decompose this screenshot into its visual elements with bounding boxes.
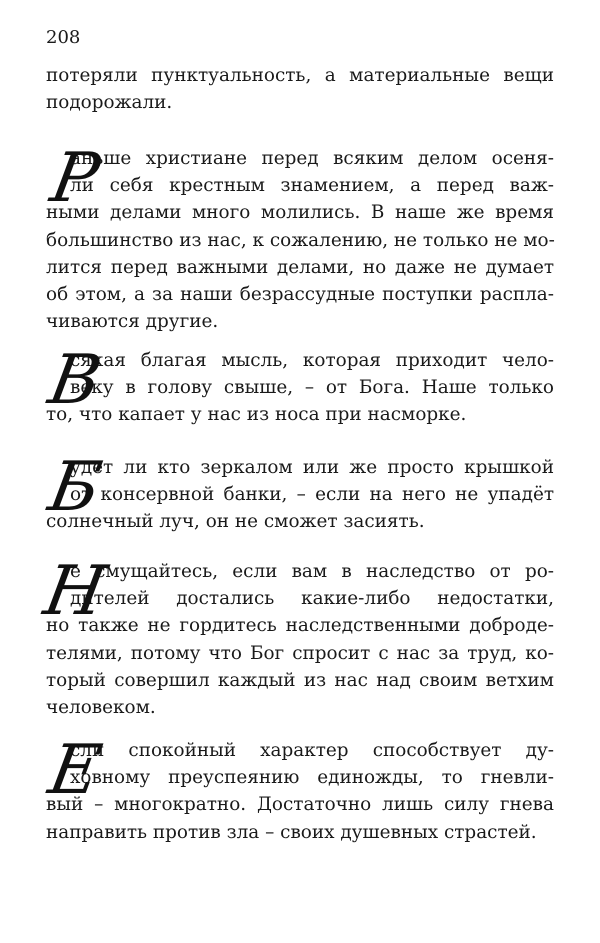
text-line: об этом, а за наши безрассудные поступки распла- [46, 284, 554, 306]
paragraph-2 [43, 341, 554, 429]
text-line: вый – многократно. Достаточно лишь силу гнева [46, 794, 554, 816]
text-line: человеком. [46, 697, 156, 719]
text-line: торый совершил каждый из нас над своим ветхим [46, 669, 554, 691]
text-line: солнечный луч, он не сможет засиять. [46, 511, 425, 533]
text-line: от консервной банки, – если на него не упадёт [70, 484, 554, 506]
paragraph-3 [43, 448, 554, 536]
text-line: чиваются другие. [46, 311, 219, 333]
text-line: дителей достались какие-либо недостатки, [70, 588, 554, 610]
text-line: сли спокойный характер способствует ду- [70, 740, 554, 761]
dropcap-letter: Б [43, 448, 108, 527]
text-line: подорожали. [46, 92, 173, 114]
paragraph-5 [43, 731, 554, 846]
text-line: телями, потому что Бог спросит с нас за труд, ко- [46, 642, 554, 664]
text-line: направить против зла – своих душевных страстей. [46, 821, 537, 843]
text-line: сякая благая мысль, которая приходит чело- [70, 350, 554, 371]
dropcap-letter: Р [45, 139, 105, 218]
text-line: потеряли пунктуальность, а материальные вещи [46, 65, 554, 86]
dropcap-letter: Е [43, 731, 107, 810]
text-line: ли себя крестным знамением, а перед важ- [70, 175, 554, 197]
page-number: 208 [46, 27, 81, 48]
text-line: удет ли кто зеркалом или же просто крышкой [70, 457, 554, 478]
intro-paragraph [46, 62, 554, 116]
text-line: веку в голову свыше, – от Бога. Наше только [70, 377, 554, 399]
text-line: ховному преуспеянию единожды, то гневли- [70, 767, 554, 789]
paragraph-1 [45, 139, 555, 335]
text-line: ными делами много молились. В наше же время [46, 202, 554, 224]
text-line: но также не гордитесь наследственными доброде- [46, 615, 554, 637]
text-line: аньше христиане перед всяким делом осеня- [70, 148, 554, 169]
text-line: е смущайтесь, если вам в наследство от ро- [70, 561, 554, 582]
dropcap-letter: Н [38, 552, 112, 631]
text-line: то, что капает у нас из носа при насморке. [46, 404, 467, 426]
text-line: лится перед важными делами, но даже не думает [46, 256, 554, 278]
dropcap-letter: В [43, 341, 108, 420]
text-line: большинство из нас, к сожалению, не только не мо- [46, 229, 555, 251]
paragraph-4 [38, 552, 554, 721]
